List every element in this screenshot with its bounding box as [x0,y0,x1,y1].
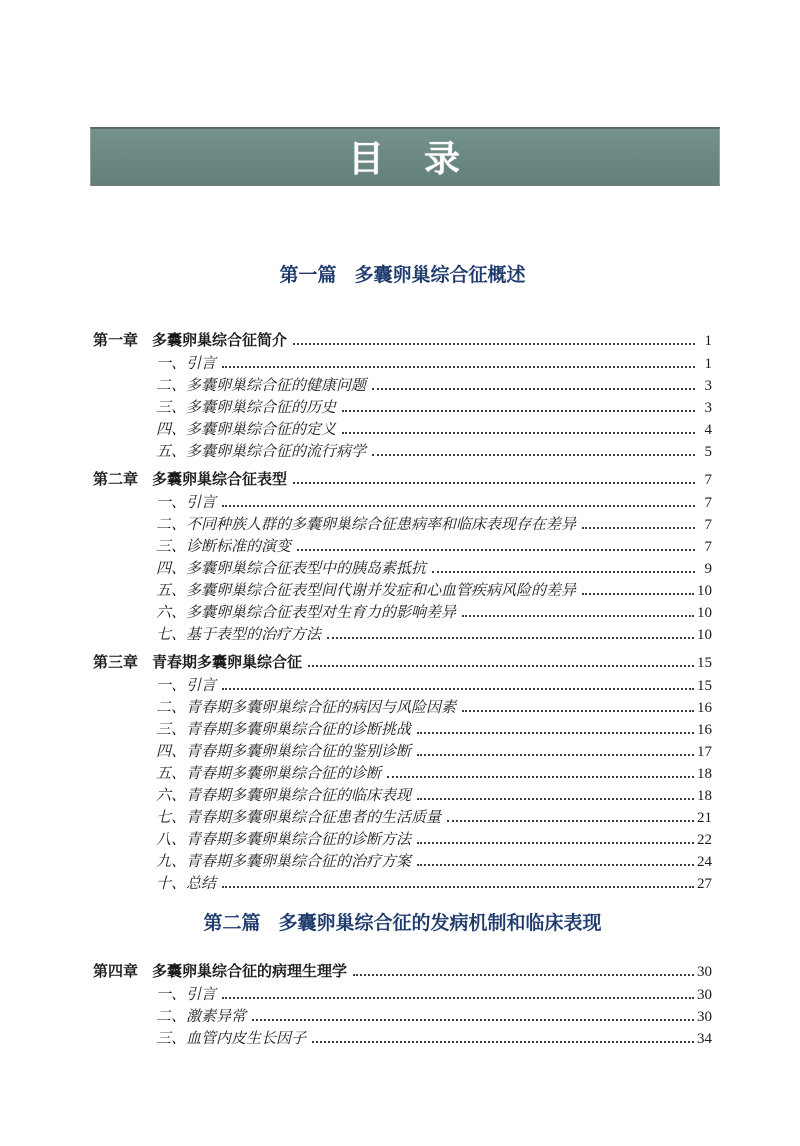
toc-item-row [93,353,712,375]
toc-item-row [93,1006,712,1028]
dot-leader [222,505,695,507]
toc-item-row [93,785,712,807]
chapter-title: 多囊卵巢综合征的病理生理学 [152,963,348,980]
page-number: 10 [697,627,712,643]
item-text: 六、多囊卵巢综合征表型对生育力的影响差异 [156,605,457,621]
item-text: 三、血管内皮生长因子 [156,1031,307,1047]
chapter-label: 第四章 [93,963,139,980]
chapter-title: 多囊卵巢综合征简介 [152,332,288,349]
item-text: 七、基于表型的治疗方法 [156,627,322,643]
chapter-row [93,468,712,492]
dot-leader [582,593,694,595]
item-text: 三、青春期多囊卵巢综合征的诊断挑战 [156,722,412,738]
page-number: 10 [697,605,712,621]
toc-item-row [93,741,712,763]
page-number: 22 [697,832,712,848]
dot-leader [222,997,694,999]
toc-item-row [93,719,712,741]
dot-leader [462,615,694,617]
page-number: 9 [704,561,712,577]
toc-item-row [93,492,712,514]
page-number: 34 [697,1031,712,1047]
toc-item-row [93,984,712,1006]
dot-leader [222,366,695,368]
toc-item-row [93,419,712,441]
item-text: 二、不同种族人群的多囊卵巢综合征患病率和临床表现存在差异 [156,517,577,533]
toc-item-row [93,829,712,851]
dot-leader [342,432,695,434]
page-number: 30 [697,1009,712,1025]
toc-list [93,262,712,1050]
item-text: 一、引言 [156,678,217,694]
dot-leader [447,820,694,822]
item-text: 三、多囊卵巢综合征的历史 [156,400,337,416]
page-number: 7 [704,495,712,511]
page-number: 16 [697,700,712,716]
item-text: 一、引言 [156,356,217,372]
toc-item-row [93,624,712,646]
page-number: 15 [697,655,712,671]
part-name: 多囊卵巢综合征的发病机制和临床表现 [278,913,602,934]
dot-leader [297,549,695,551]
page-number: 1 [704,356,712,372]
dot-leader [582,527,695,529]
part-label: 第二篇 [203,913,261,934]
item-text: 二、激素异常 [156,1009,247,1025]
chapter-label: 第一章 [93,332,139,349]
page-number: 7 [704,517,712,533]
page-number: 30 [697,987,712,1003]
page-number: 24 [697,854,712,870]
chapter-title: 多囊卵巢综合征表型 [152,471,288,488]
item-text: 八、青春期多囊卵巢综合征的诊断方法 [156,832,412,848]
toc-item-row [93,441,712,463]
dot-leader [387,776,694,778]
item-text: 三、诊断标准的演变 [156,539,292,555]
toc-item-row [93,514,712,536]
dot-leader [222,886,694,888]
toc-item-row [93,675,712,697]
dot-leader [417,754,694,756]
page-number: 21 [697,810,712,826]
page-number: 3 [704,378,712,394]
dot-leader [432,571,695,573]
page-number: 3 [704,400,712,416]
page-number: 5 [704,444,712,460]
chapter-label: 第二章 [93,471,139,488]
toc-item-row [93,397,712,419]
part-title [93,262,712,289]
item-text: 七、青春期多囊卵巢综合征患者的生活质量 [156,810,442,826]
item-text: 一、引言 [156,987,217,1003]
item-text: 一、引言 [156,495,217,511]
dot-leader [312,1041,694,1043]
part-label: 第一篇 [279,265,337,286]
toc-item-row [93,851,712,873]
toc-item-row [93,558,712,580]
page-number: 16 [697,722,712,738]
chapter-label: 第三章 [93,654,139,671]
page-number: 4 [704,422,712,438]
dot-leader [353,974,694,976]
dot-leader [308,665,694,667]
item-text: 四、青春期多囊卵巢综合征的鉴别诊断 [156,744,412,760]
dot-leader [372,388,695,390]
dot-leader [222,688,694,690]
toc-item-row [93,807,712,829]
item-text: 四、多囊卵巢综合征的定义 [156,422,337,438]
chapter-row [93,651,712,675]
dot-leader [293,343,695,345]
page-number: 18 [697,766,712,782]
page-number: 27 [697,876,712,892]
item-text: 十、总结 [156,876,217,892]
item-text: 五、多囊卵巢综合征的流行病学 [156,444,367,460]
part-title [93,910,712,937]
dot-leader [342,410,695,412]
page-number: 10 [697,583,712,599]
dot-leader [417,798,694,800]
dot-leader [417,842,694,844]
page-number: 15 [697,678,712,694]
toc-item-row [93,873,712,895]
toc-item-row [93,697,712,719]
page-number: 30 [697,964,712,980]
dot-leader [293,482,695,484]
toc-banner-title: 目 录 [347,138,462,179]
toc-item-row [93,580,712,602]
page-number: 17 [697,744,712,760]
dot-leader [417,864,694,866]
dot-leader [462,710,694,712]
dot-leader [417,732,694,734]
part-name: 多囊卵巢综合征概述 [354,265,526,286]
dot-leader [252,1019,694,1021]
dot-leader [327,637,694,639]
page-number: 1 [704,333,712,349]
chapter-row [93,329,712,353]
dot-leader [372,454,695,456]
chapter-title: 青春期多囊卵巢综合征 [152,654,303,671]
toc-banner [90,127,720,186]
toc-item-row [93,763,712,785]
toc-item-row [93,375,712,397]
toc-item-row [93,1028,712,1050]
item-text: 六、青春期多囊卵巢综合征的临床表现 [156,788,412,804]
item-text: 九、青春期多囊卵巢综合征的治疗方案 [156,854,412,870]
page-number: 7 [704,539,712,555]
toc-item-row [93,602,712,624]
page-number: 7 [704,472,712,488]
item-text: 二、青春期多囊卵巢综合征的病因与风险因素 [156,700,457,716]
item-text: 四、多囊卵巢综合征表型中的胰岛素抵抗 [156,561,427,577]
item-text: 二、多囊卵巢综合征的健康问题 [156,378,367,394]
toc-item-row [93,536,712,558]
chapter-row [93,960,712,984]
item-text: 五、青春期多囊卵巢综合征的诊断 [156,766,382,782]
item-text: 五、多囊卵巢综合征表型间代谢并发症和心血管疾病风险的差异 [156,583,577,599]
page-number: 18 [697,788,712,804]
